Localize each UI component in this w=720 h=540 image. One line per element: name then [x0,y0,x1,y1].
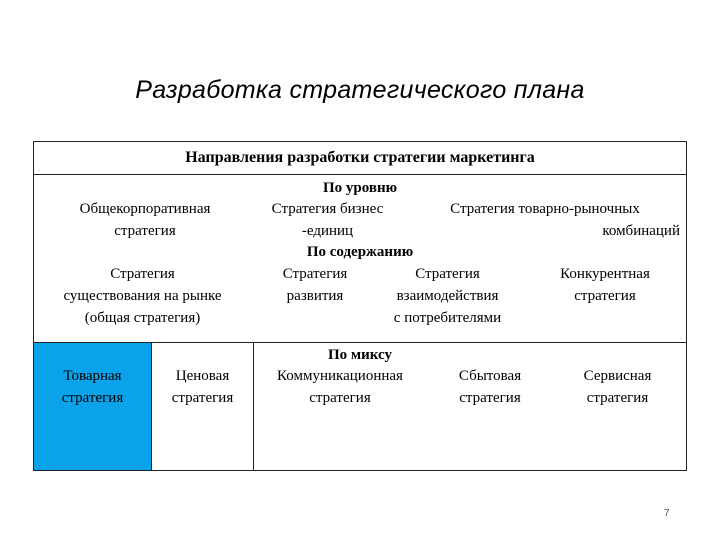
cell-line: с потребителями [393,310,502,326]
cell-line: Товарная [63,368,122,384]
cell-line: Стратегия [415,266,480,282]
cell-line: стратегия [459,390,521,406]
cell-line: Сбытовая [458,368,522,384]
cell-line: существования на рынке [63,288,222,304]
cell-line: стратегия [114,223,176,239]
cell-line: (общая стратегия) [84,310,201,326]
page-number: 7 [664,508,670,519]
cell-line: Стратегия [110,266,175,282]
cell-line: Стратегия товарно-рыночных [450,201,640,217]
cell-line: стратегия [171,390,234,406]
cell-line: Конкурентная [560,266,650,282]
by-level-label: По уровню [322,180,398,196]
cell-line: комбинаций [602,223,680,239]
cell-line: Стратегия [282,266,348,282]
table-header: Направления разработки стратегии маркетинга [185,149,535,166]
cell-line: Общекорпоративная [79,201,211,217]
cell-line: стратегия [61,390,124,406]
cell-line: -единиц [301,223,354,239]
cell-line: стратегия [309,390,371,406]
column-divider [253,342,254,471]
cell-line: Стратегия бизнес [271,201,384,217]
cell-line: Ценовая [175,368,230,384]
cell-line: стратегия [574,288,636,304]
row-divider [33,342,687,343]
cell-line: Коммуникационная [277,368,403,384]
cell-line: Сервисная [583,368,652,384]
cell-line: стратегия [586,390,649,406]
cell-line: развития [286,288,344,304]
row-divider [33,174,687,175]
slide-title: Разработка стратегического плана [135,76,585,104]
by-content-label: По содержанию [306,244,414,260]
by-mix-label: По миксу [327,347,392,363]
cell-line: взаимодействия [396,288,499,304]
